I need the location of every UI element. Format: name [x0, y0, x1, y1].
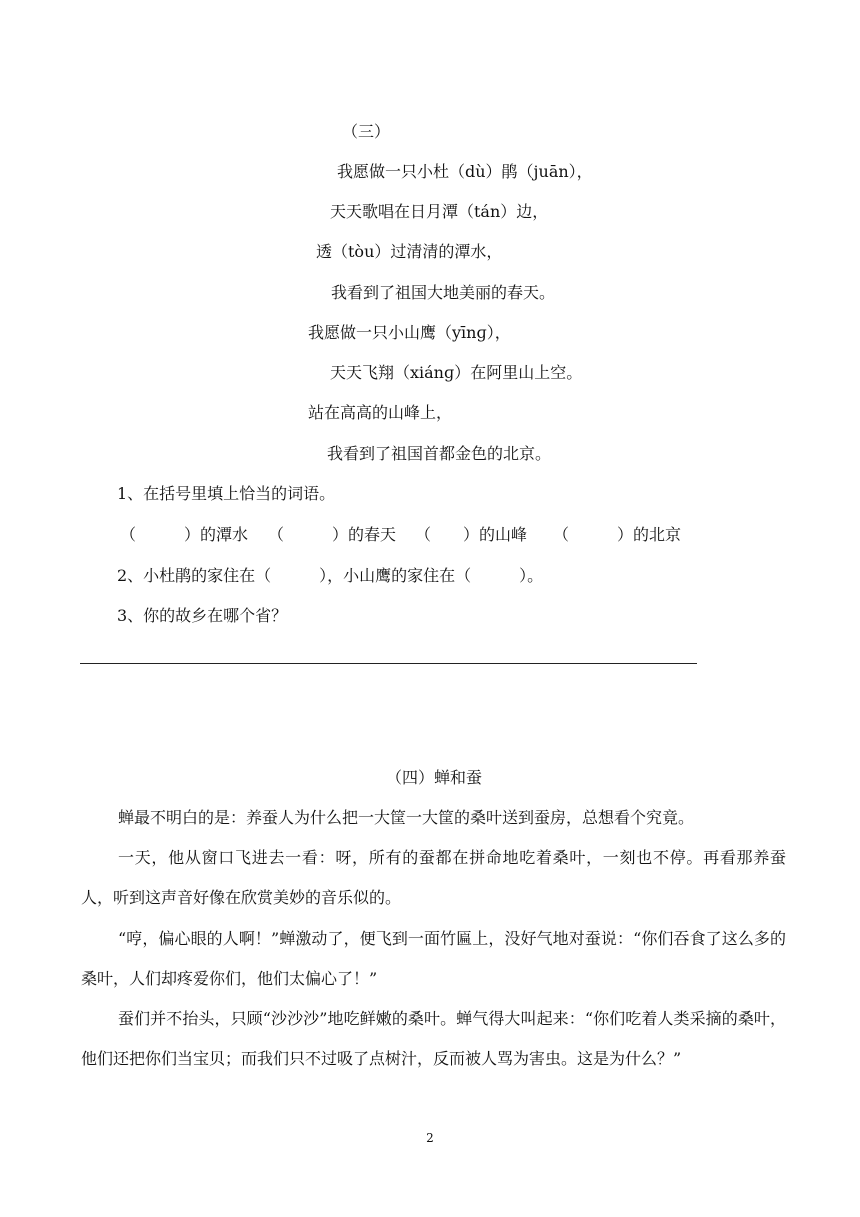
poem-line: 我看到了祖国大地美丽的春天。 [331, 283, 556, 302]
poem-line: 我看到了祖国首都金色的北京。 [327, 444, 552, 463]
poem-line: 天天飞翔（xiánɡ）在阿里山上空。 [330, 363, 583, 382]
poem-line: 我愿做一只小杜（dù）鹃（juān）， [337, 162, 593, 181]
story-paragraph: 蝉最不明白的是：养蚕人为什么把一大筐一大筐的桑叶送到蚕房，总想看个究竟。 [118, 808, 695, 827]
fill-blank-item: （ ）的潭水 [120, 525, 249, 544]
answer-line [80, 663, 697, 664]
fill-blank-item: （ ）的春天 [268, 525, 397, 544]
fill-blank-item: （ ）的山峰 [415, 525, 528, 544]
story-paragraph: “哼，偏心眼的人啊！”蝉激动了，便飞到一面竹匾上，没好气地对蚕说：“你们吞食了这么多的桑叶，人们却疼爱你们，他们太偏心了！” [81, 929, 786, 988]
page-number: 2 [426, 1131, 434, 1145]
question-2: 2、小杜鹃的家住在（ ），小山鹰的家住在（ ）。 [117, 566, 544, 585]
story-paragraph: 一天，他从窗口飞进去一看：呀，所有的蚕都在拼命地吃着桑叶，一刻也不停。再看那养蚕人，听到这声音好像在欣赏美妙的音乐似的。 [81, 848, 786, 907]
poem-line: 天天歌唱在日月潭（tán）边， [330, 202, 549, 221]
poem-line: 我愿做一只小山鹰（yīnɡ）， [308, 323, 511, 342]
poem-line: 透（tòu）过清清的潭水， [316, 242, 503, 261]
fill-blank-item: （ ）的北京 [553, 525, 682, 544]
story-paragraph: 蚕们并不抬头，只顾“沙沙沙”地吃鲜嫩的桑叶。蝉气得大叫起来：“你们吃着人类采摘的桑叶，他们还把你们当宝贝；而我们只不过吸了点树汁，反而被人骂为害虫。这是为什么？” [81, 1009, 786, 1068]
section-4-title: （四）蝉和蚕 [386, 768, 483, 787]
section-3-title: （三） [342, 122, 391, 141]
question-1: 1、在括号里填上恰当的词语。 [117, 484, 336, 503]
poem-line: 站在高高的山峰上， [308, 403, 453, 422]
question-3: 3、你的故乡在哪个省？ [117, 606, 288, 625]
